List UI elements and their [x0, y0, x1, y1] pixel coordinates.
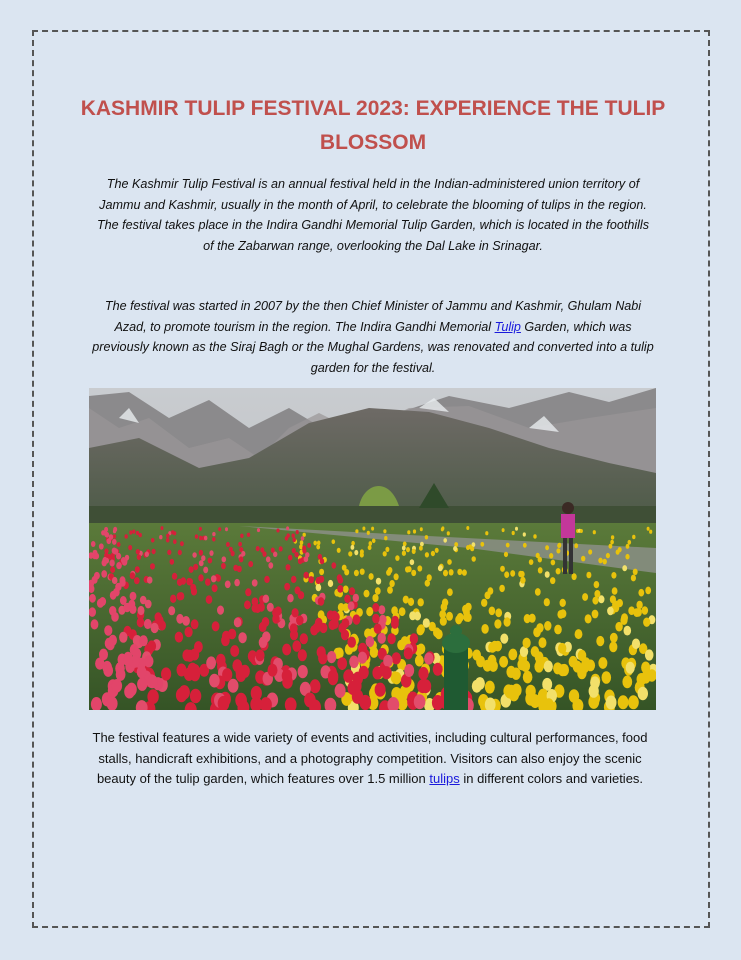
lamp-post [442, 625, 470, 710]
tulips-link[interactable]: tulips [429, 771, 460, 786]
history-text-end: Garden, which was previously known as the Siraj Bagh or the Mughal Gardens, was renovated and converted into a tulip garden for the festival. [92, 319, 654, 375]
activities-text-start: The festival features a wide variety of events and activities, including cultural performances, food stalls, handicraft exhibitions, and a photography competition. Visitors can also enjoy the scenic beauty of the tulip garden, which features over 1.5 million [92, 730, 648, 786]
history-text-start: The festival was started in 2007 by the then Chief Minister of Jammu and Kashmir, Ghulam Nabi Azad, to promote tourism in the region. The Indira Gandhi Memorial [104, 299, 642, 334]
page-title: KASHMIR TULIP FESTIVAL 2023: EXPERIENCE THE TULIP BLOSSOM [80, 97, 666, 154]
tulip-garden-photo [89, 388, 656, 710]
history-paragraph [92, 296, 654, 378]
activities-text-end: in different colors and varieties. [459, 771, 644, 786]
intro-paragraph: The Kashmir Tulip Festival is an annual festival held in the Indian-administered union territory of Jammu and Kashmir, usually in the month of April, to celebrate the blooming of tulips in the region. The festival takes place in the Indira Gandhi Memorial Tulip Garden, which is located in the foothills of the Zabarwan range, overlooking the Dal Lake in Srinagar. [96, 177, 650, 253]
tulip-link[interactable]: Tulip [494, 319, 521, 334]
activities-paragraph [80, 728, 660, 790]
